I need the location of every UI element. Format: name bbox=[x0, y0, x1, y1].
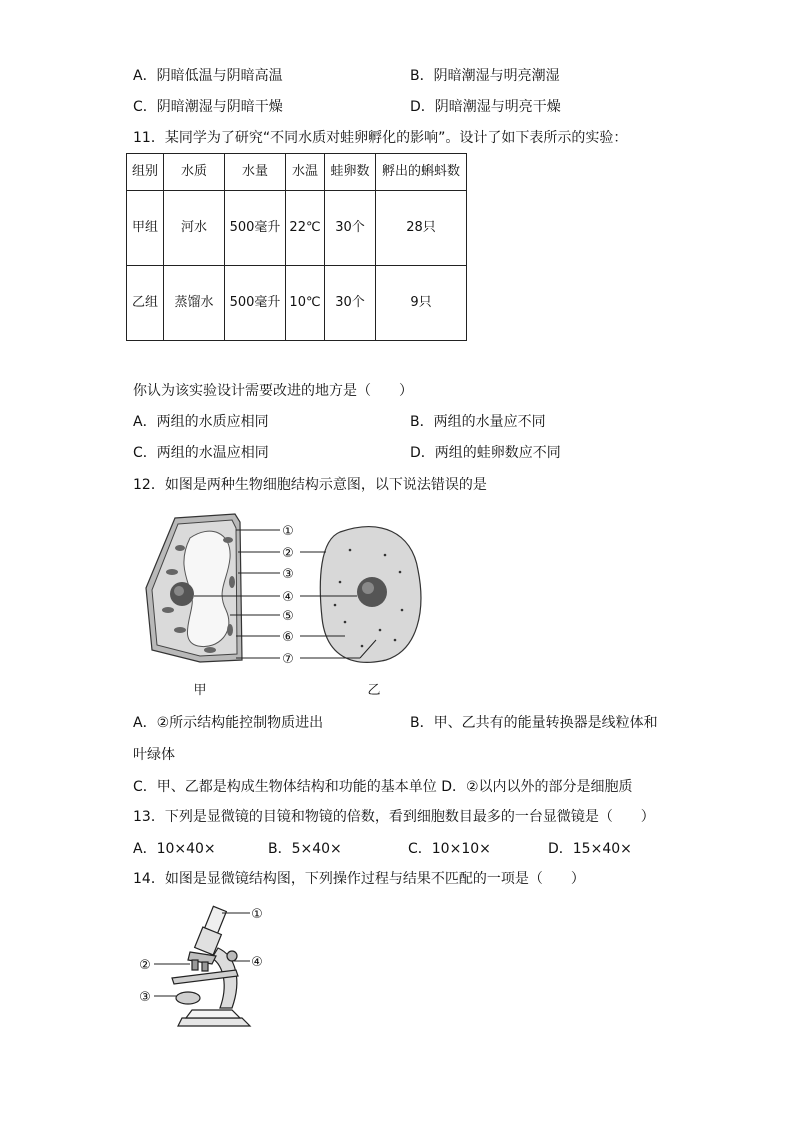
cell-label-3: ③ bbox=[282, 567, 294, 582]
table-cell: 蒸馏水 bbox=[164, 266, 225, 341]
table-cell: 30个 bbox=[325, 191, 376, 266]
header-water-volume: 水量 bbox=[225, 154, 286, 191]
q10-option-d: D．阴暗潮湿与明亮干燥 bbox=[410, 99, 561, 115]
table-cell: 500毫升 bbox=[225, 191, 286, 266]
table-cell: 乙组 bbox=[127, 266, 164, 341]
table-row bbox=[127, 191, 467, 266]
table-cell: 10℃ bbox=[286, 266, 325, 341]
scope-label-1: ① bbox=[251, 907, 263, 922]
cell-label-5: ⑤ bbox=[282, 609, 294, 624]
cell-label-6: ⑥ bbox=[282, 630, 294, 645]
scope-label-4: ④ bbox=[251, 955, 263, 970]
q10-option-c: C．阴暗潮湿与阴暗干燥 bbox=[133, 99, 283, 115]
cell-label-4: ④ bbox=[282, 590, 294, 605]
header-egg-count: 蛙卵数 bbox=[325, 154, 376, 191]
experiment-table bbox=[126, 153, 467, 341]
q12-option-a: A．②所示结构能控制物质进出 bbox=[133, 715, 324, 731]
plant-cell bbox=[146, 514, 242, 662]
q11-stem: 11．某同学为了研究“不同水质对蛙卵孵化的影响”。设计了如下表所示的实验： bbox=[133, 130, 628, 146]
q13-option-c: C．10×10× bbox=[408, 841, 491, 857]
q13-option-b: B．5×40× bbox=[268, 841, 342, 857]
table-row bbox=[127, 266, 467, 341]
table-cell: 9只 bbox=[376, 266, 467, 341]
q11-option-c: C．两组的水温应相同 bbox=[133, 445, 269, 461]
caption-yi: 乙 bbox=[367, 683, 381, 698]
scope-label-2: ② bbox=[139, 958, 151, 973]
q11-option-d: D．两组的蛙卵数应不同 bbox=[410, 445, 561, 461]
cell-structure-figure bbox=[140, 510, 450, 700]
table-cell: 甲组 bbox=[127, 191, 164, 266]
q13-option-d: D．15×40× bbox=[548, 841, 632, 857]
q10-option-b: B．阴暗潮湿与明亮潮湿 bbox=[410, 68, 560, 84]
header-water-quality: 水质 bbox=[164, 154, 225, 191]
q12-option-b: B．甲、乙共有的能量转换器是线粒体和 bbox=[410, 715, 658, 731]
table-cell: 30个 bbox=[325, 266, 376, 341]
microscope-figure bbox=[132, 900, 282, 1040]
header-group: 组别 bbox=[127, 154, 164, 191]
animal-cell bbox=[320, 527, 421, 663]
q12-stem: 12．如图是两种生物细胞结构示意图，以下说法错误的是 bbox=[133, 477, 487, 493]
table-cell: 河水 bbox=[164, 191, 225, 266]
header-water-temp: 水温 bbox=[286, 154, 325, 191]
q12-option-b-continued: 叶绿体 bbox=[133, 747, 175, 763]
table-cell: 22℃ bbox=[286, 191, 325, 266]
table-header-row bbox=[127, 154, 467, 191]
q11-option-b: B．两组的水量应不同 bbox=[410, 414, 546, 430]
header-tadpole-count: 孵出的蝌蚪数 bbox=[376, 154, 467, 191]
q10-option-a: A．阴暗低温与阴暗高温 bbox=[133, 68, 283, 84]
caption-jia: 甲 bbox=[193, 683, 207, 698]
table-cell: 28只 bbox=[376, 191, 467, 266]
q14-stem: 14．如图是显微镜结构图，下列操作过程与结果不匹配的一项是（ ） bbox=[133, 871, 585, 887]
table-cell: 500毫升 bbox=[225, 266, 286, 341]
q12-option-cd: C．甲、乙都是构成生物体结构和功能的基本单位 D．②以内以外的部分是细胞质 bbox=[133, 779, 633, 795]
q11-question: 你认为该实验设计需要改进的地方是（ ） bbox=[133, 383, 413, 399]
scope-label-3: ③ bbox=[139, 990, 151, 1005]
cell-label-2: ② bbox=[282, 546, 294, 561]
q13-option-a: A．10×40× bbox=[133, 841, 216, 857]
q13-stem: 13．下列是显微镜的目镜和物镜的倍数，看到细胞数目最多的一台显微镜是（ ） bbox=[133, 809, 655, 825]
cell-label-1: ① bbox=[282, 524, 294, 539]
cell-label-7: ⑦ bbox=[282, 652, 294, 667]
q11-option-a: A．两组的水质应相同 bbox=[133, 414, 269, 430]
